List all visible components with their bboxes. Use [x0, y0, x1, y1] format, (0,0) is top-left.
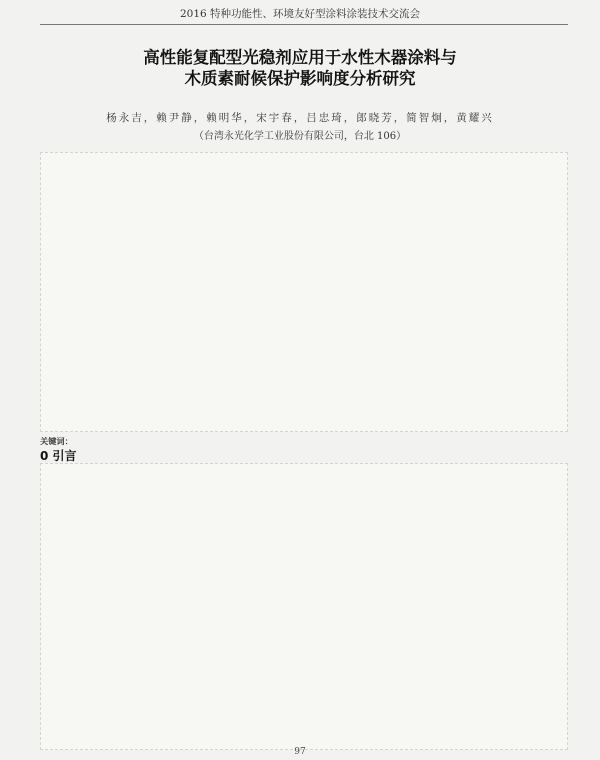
author-list: 杨永吉，赖尹静，赖明华，宋宇春，吕忠琦，郎晓芳，简智炯，黄耀兴 [106, 112, 494, 124]
keywords [40, 436, 568, 447]
page-number: 97 [294, 747, 306, 757]
affiliation: （台湾永光化学工业股份有限公司，台北 106） [193, 131, 407, 142]
keywords-label: 关键词： [40, 436, 73, 446]
section-heading-intro: 0 引言 [40, 449, 77, 463]
header-rule [40, 24, 568, 25]
running-header: 2016 特种功能性、环境友好型涂料涂装技术交流会 [179, 8, 421, 20]
paper-title-line-1: 高性能复配型光稳剂应用于水性木器涂料与 [143, 48, 457, 67]
paper-title-line-2: 木质素耐候保护影响度分析研究 [184, 69, 416, 88]
abstract-region [40, 152, 568, 432]
intro-region [40, 463, 568, 750]
